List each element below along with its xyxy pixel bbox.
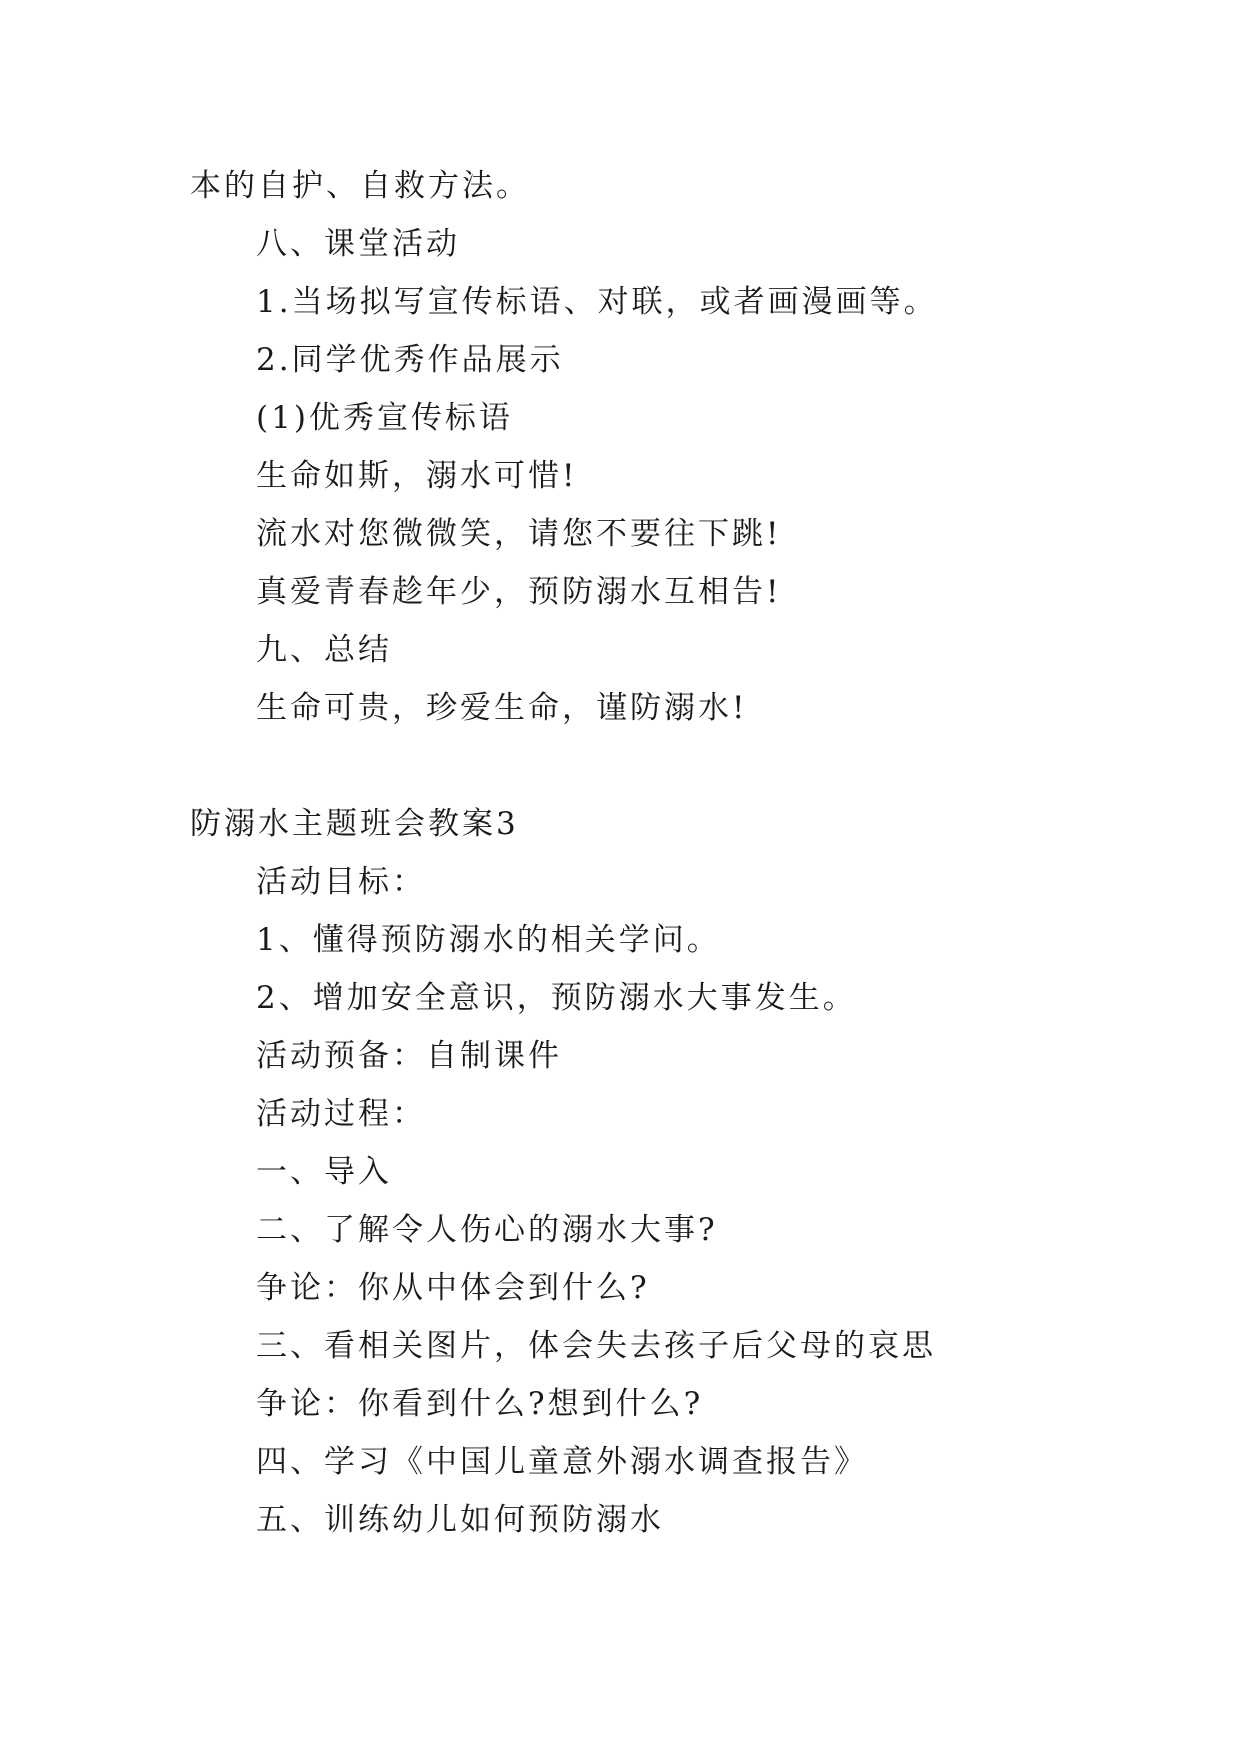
slogan-line: 生命如斯，溺水可惜! xyxy=(256,458,578,494)
text-line: 2.同学优秀作品展示 xyxy=(256,342,564,378)
section-heading: 五、训练幼儿如何预防溺水 xyxy=(256,1502,664,1538)
slogan-line: 真爱青春趁年少，预防溺水互相告! xyxy=(256,574,782,610)
text-line: 争论：你看到什么?想到什么? xyxy=(256,1386,704,1422)
text-line: 生命可贵，珍爱生命，谨防溺水! xyxy=(256,690,748,726)
text-line: 活动预备：自制课件 xyxy=(256,1038,562,1074)
section-heading: 三、看相关图片，体会失去孩子后父母的哀思 xyxy=(256,1328,936,1364)
section-heading: 二、了解令人伤心的溺水大事? xyxy=(256,1212,718,1248)
document-title: 防溺水主题班会教案3 xyxy=(190,806,519,842)
section-heading: 一、导入 xyxy=(256,1154,392,1190)
text-line: 争论：你从中体会到什么? xyxy=(256,1270,650,1306)
section-heading: 四、学习《中国儿童意外溺水调查报告》 xyxy=(256,1444,868,1480)
section-heading: 八、课堂活动 xyxy=(256,226,460,262)
section-heading: 九、总结 xyxy=(256,632,392,668)
section-heading: 活动过程： xyxy=(256,1096,426,1132)
text-line: 2、增加安全意识，预防溺水大事发生。 xyxy=(256,980,857,1016)
text-line: 本的自护、自救方法。 xyxy=(190,168,530,204)
text-line: 1.当场拟写宣传标语、对联，或者画漫画等。 xyxy=(256,284,938,320)
text-line: 1、懂得预防溺水的相关学问。 xyxy=(256,922,721,958)
section-heading: 活动目标： xyxy=(256,864,426,900)
text-line: (1)优秀宣传标语 xyxy=(256,400,513,436)
slogan-line: 流水对您微微笑，请您不要往下跳! xyxy=(256,516,782,552)
